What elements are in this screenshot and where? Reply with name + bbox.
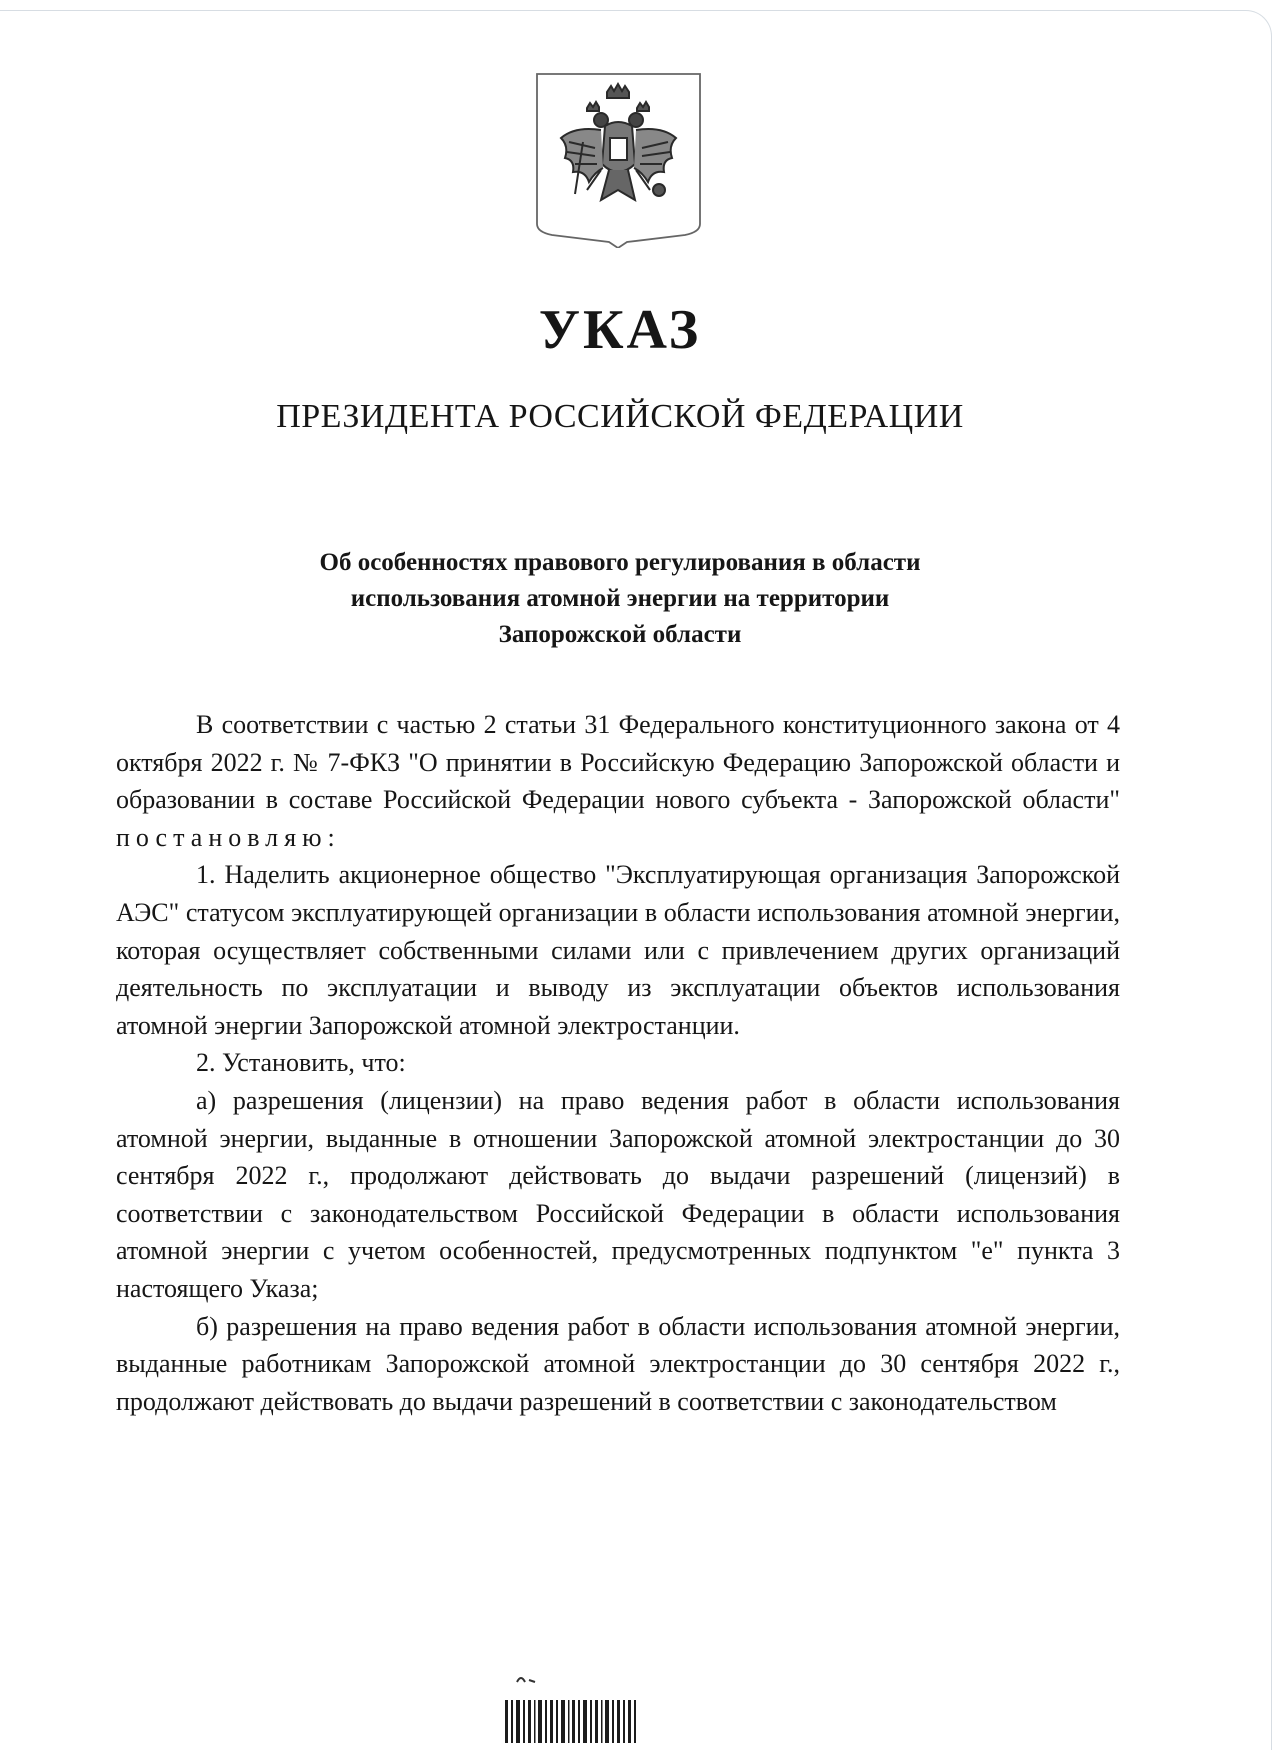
decree-body <box>116 706 1120 1420</box>
item-2b-paragraph: б) разрешения на право ведения работ в области использования атомной энергии, выданные работникам Запорожской атомной электростанции до 30 сентября 2022 г., продолжают действовать до выдачи разрешений в соответствии с законодательством <box>116 1311 1120 1416</box>
heading-line: Запорожской области <box>498 621 742 648</box>
heading-line: использования атомной энергии на территории <box>350 585 890 612</box>
decree-title: УКАЗ <box>538 299 702 361</box>
decree-subtitle: ПРЕЗИДЕНТА РОССИЙСКОЙ ФЕДЕРАЦИИ <box>276 398 964 435</box>
heading-line: Об особенностях правового регулирования в области <box>319 549 921 576</box>
item-2a-paragraph: а) разрешения (лицензии) на право ведения работ в области использования атомной энергии, выданные в отношении Запорожской атомной электростанции до 30 сентября 2022 г., продолжают действовать до выдачи разрешений (лицензий) в соответствии с законодательством Российской Федерации в области использования атомной энергии с учетом особенностей, предусмотренных подпунктом "е" пункта 3 настоящего Указа; <box>116 1085 1120 1303</box>
preamble-paragraph <box>116 706 1120 856</box>
coat-of-arms-icon <box>535 72 702 248</box>
item-2-paragraph: 2. Установить, что: <box>196 1048 406 1078</box>
decree-heading <box>200 545 1040 653</box>
preamble-text: В соответствии с частью 2 статьи 31 Федерального конституционного закона от 4 октября 2022 г. № 7-ФКЗ "О принятии в Российскую Федерацию Запорожской области и образовании в составе Российской Федерации нового субъекта - Запорожской области" <box>116 710 1120 815</box>
item-1-paragraph: 1. Наделить акционерное общество "Эксплуатирующая организация Запорожской АЭС" статусом эксплуатирующей организации в области использования атомной энергии, которая осуществляет собственными силами или с привлечением других организаций деятельность по эксплуатации и выводу из эксплуатации объектов использования атомной энергии Запорожской атомной электростанции. <box>116 860 1120 1040</box>
barcode-icon <box>505 1668 645 1743</box>
decree-word: постановляю: <box>116 822 341 852</box>
